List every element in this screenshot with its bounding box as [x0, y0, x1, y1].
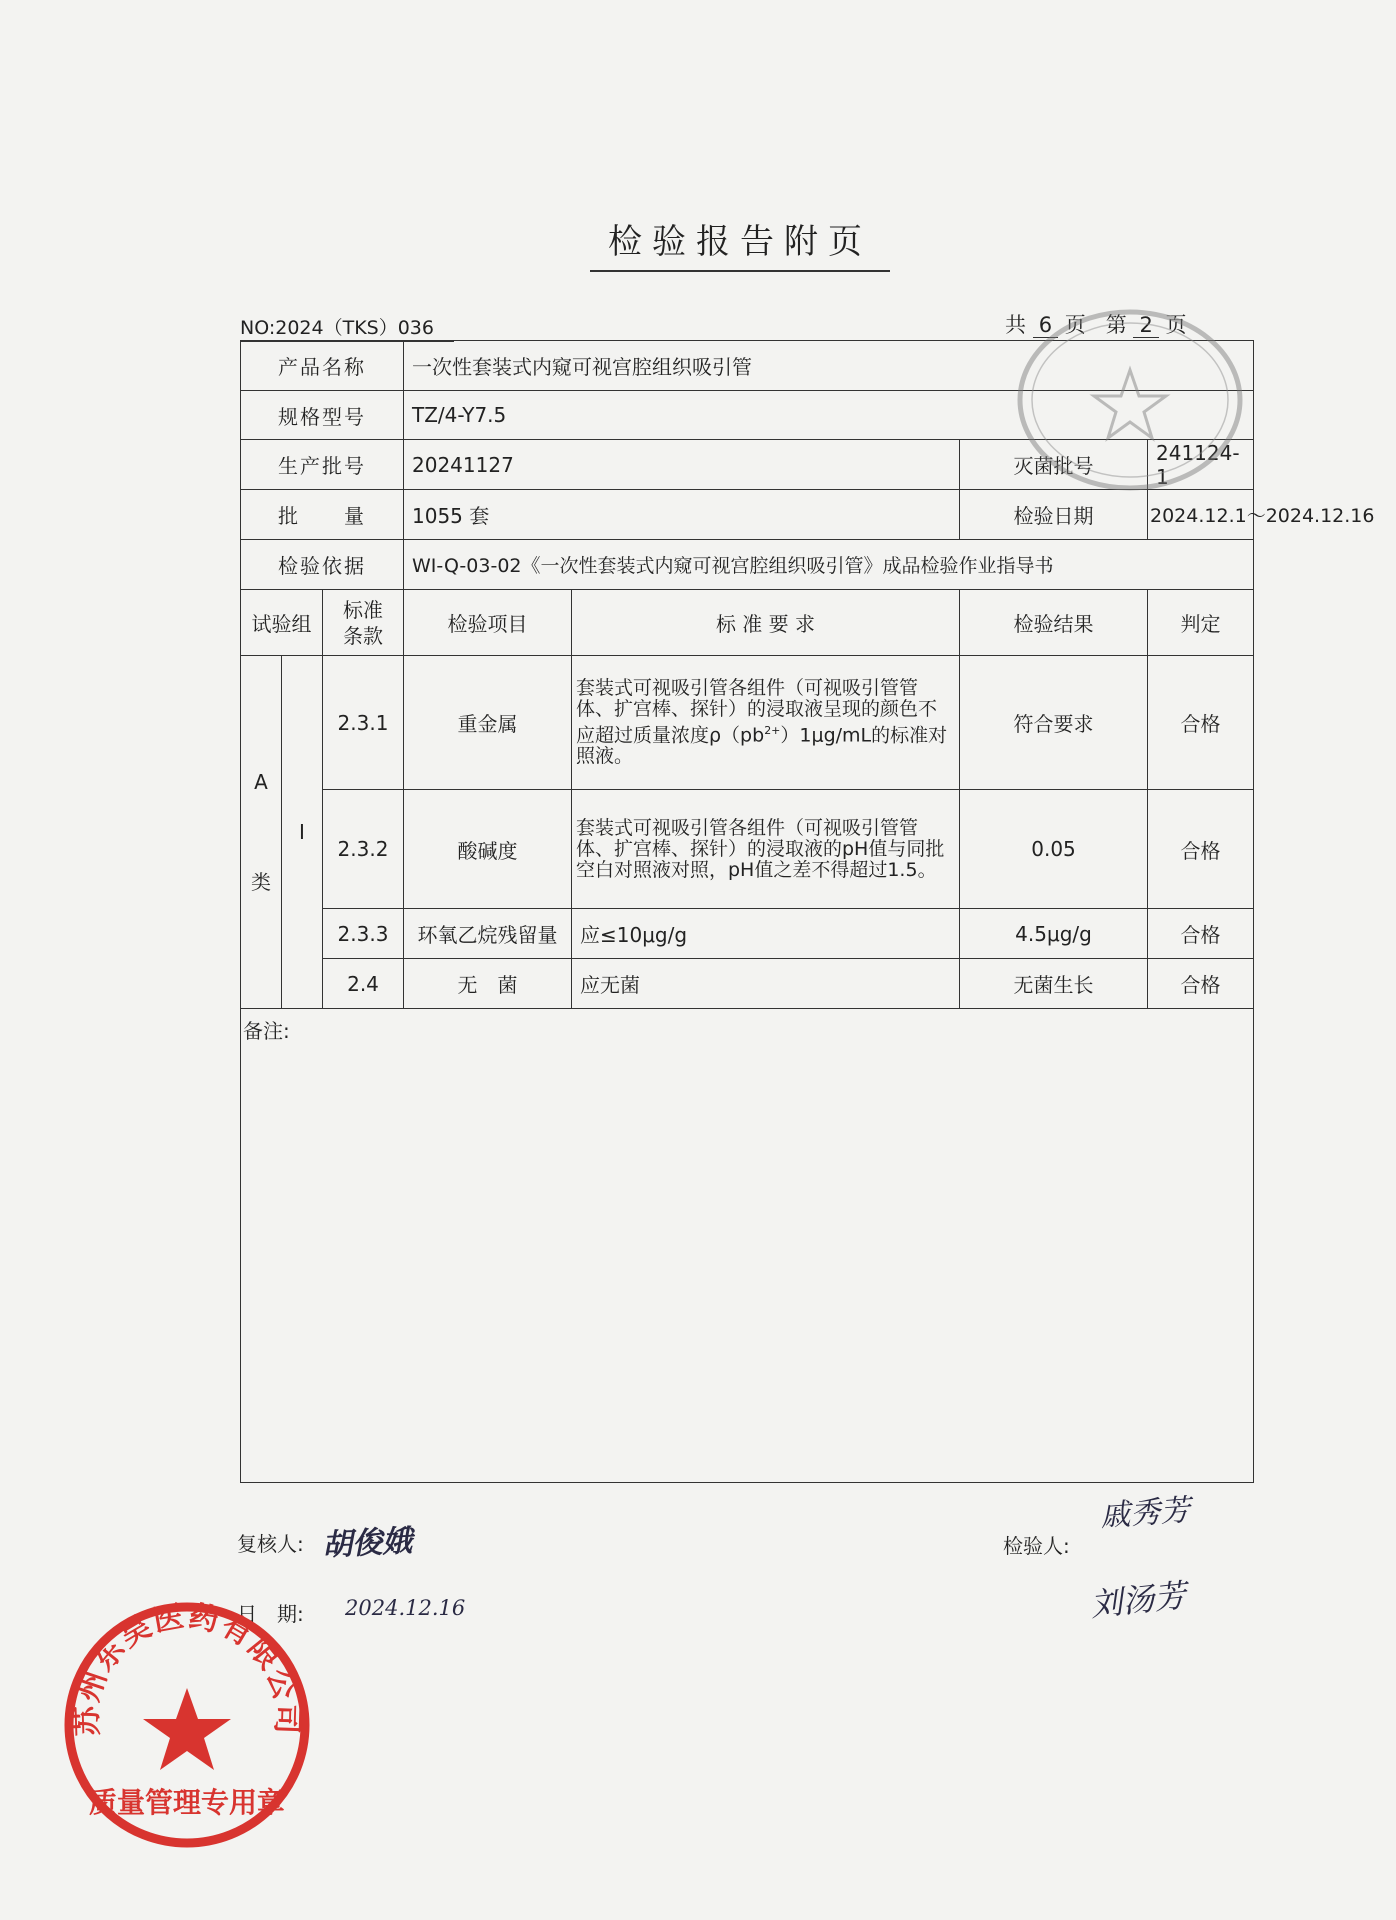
verdict-cell: 合格 — [1148, 790, 1254, 909]
product-name-label: 产品名称 — [241, 341, 404, 391]
requirement-cell: 应≤10μg/g — [572, 909, 960, 959]
batch-no-label: 生产批号 — [241, 440, 404, 490]
clause-cell: 2.4 — [323, 959, 404, 1009]
item-cell: 无 菌 — [404, 959, 572, 1009]
pages-prefix: 共 — [1005, 313, 1026, 337]
header-group: 试验组 — [241, 590, 323, 656]
page-title: 检验报告附页 — [590, 220, 890, 272]
result-cell: 无菌生长 — [960, 959, 1148, 1009]
quantity-value: 1055 套 — [404, 490, 960, 540]
stamp-purpose-text: 质量管理专用章 — [88, 1786, 286, 1819]
report-table — [240, 340, 1375, 1483]
verdict-cell: 合格 — [1148, 959, 1254, 1009]
product-name-value: 一次性套装式内窥可视宫腔组织吸引管 — [404, 341, 1254, 391]
table-row — [241, 909, 1254, 959]
row-basis — [241, 540, 1254, 590]
subgroup-cell: I — [282, 656, 323, 1009]
date-handwritten: 2024.12.16 — [345, 1596, 466, 1620]
verdict-cell: 合格 — [1148, 656, 1254, 790]
clause-cell: 2.3.2 — [323, 790, 404, 909]
stamp-company-text: 苏州东吴医药有限公司 — [69, 1600, 305, 1737]
batch-no-value: 20241127 — [404, 440, 960, 490]
test-date-value: 2024.12.1～2024.12.16 — [1148, 490, 1254, 540]
sterile-batch-label: 灭菌批号 — [960, 440, 1148, 490]
requirement-superscript: 2+ — [764, 723, 781, 737]
header-requirement: 标 准 要 求 — [572, 590, 960, 656]
item-cell: 重金属 — [404, 656, 572, 790]
remarks-row — [241, 1009, 1254, 1483]
result-cell: 符合要求 — [960, 656, 1148, 790]
table-row — [241, 790, 1254, 909]
result-cell: 0.05 — [960, 790, 1148, 909]
reviewer-signature: 胡俊娥 — [321, 1523, 414, 1564]
reviewer-label: 复核人: — [237, 1532, 304, 1556]
pages-mid: 页 — [1064, 313, 1086, 337]
clause-cell: 2.3.1 — [323, 656, 404, 790]
current-page: 2 — [1133, 313, 1158, 338]
table-header — [241, 590, 1254, 656]
requirement-text-b: ）1μg/mL的标准对照液。 — [576, 724, 948, 768]
clause-cell: 2.3.3 — [323, 909, 404, 959]
header-verdict: 判定 — [1148, 590, 1254, 656]
table-row — [241, 959, 1254, 1009]
group-class-lei: 类 — [251, 870, 271, 894]
inspector-signature-2: 刘汤芳 — [1088, 1576, 1188, 1624]
test-date-label: 检验日期 — [960, 490, 1148, 540]
remarks-label: 备注: — [241, 1009, 1254, 1483]
spec-value: TZ/4-Y7.5 — [404, 391, 1254, 440]
quantity-label: 批 量 — [241, 490, 404, 540]
header-clause: 标准条款 — [323, 590, 404, 656]
total-pages: 6 — [1033, 313, 1058, 338]
item-cell: 环氧乙烷残留量 — [404, 909, 572, 959]
verdict-cell: 合格 — [1148, 909, 1254, 959]
page-prefix: 第 — [1105, 313, 1127, 337]
requirement-text-a: 套装式可视吸引管各组件（可视吸引管管体、扩宫棒、探针）的浸取液呈现的颜色不应超过质量浓度ρ（pb — [576, 676, 938, 747]
group-class-cell — [241, 656, 282, 1009]
table-row — [241, 656, 1254, 790]
quality-seal-stamp — [62, 1600, 312, 1850]
report-number: NO:2024（TKS）036 — [240, 315, 454, 342]
item-cell: 酸碱度 — [404, 790, 572, 909]
basis-label: 检验依据 — [241, 540, 404, 590]
header-item: 检验项目 — [404, 590, 572, 656]
sterile-batch-value: 241124-1 — [1148, 440, 1254, 490]
faded-seal-stamp — [1005, 300, 1255, 500]
requirement-cell — [572, 656, 960, 790]
header-result: 检验结果 — [960, 590, 1148, 656]
requirement-cell: 套装式可视吸引管各组件（可视吸引管管体、扩宫棒、探针）的浸取液的pH值与同批空白对照液对照，pH值之差不得超过1.5。 — [572, 790, 960, 909]
basis-value: WI-Q-03-02《一次性套装式内窥可视宫腔组织吸引管》成品检验作业指导书 — [404, 540, 1254, 590]
result-cell: 4.5μg/g — [960, 909, 1148, 959]
requirement-cell: 应无菌 — [572, 959, 960, 1009]
page-suffix: 页 — [1165, 313, 1187, 337]
spec-label: 规格型号 — [241, 391, 404, 440]
group-class-a: A — [254, 770, 268, 794]
date-label: 日 期: — [237, 1602, 304, 1626]
inspector-signature-1: 戚秀芳 — [1099, 1492, 1192, 1535]
inspector-label: 检验人: — [1003, 1534, 1070, 1558]
